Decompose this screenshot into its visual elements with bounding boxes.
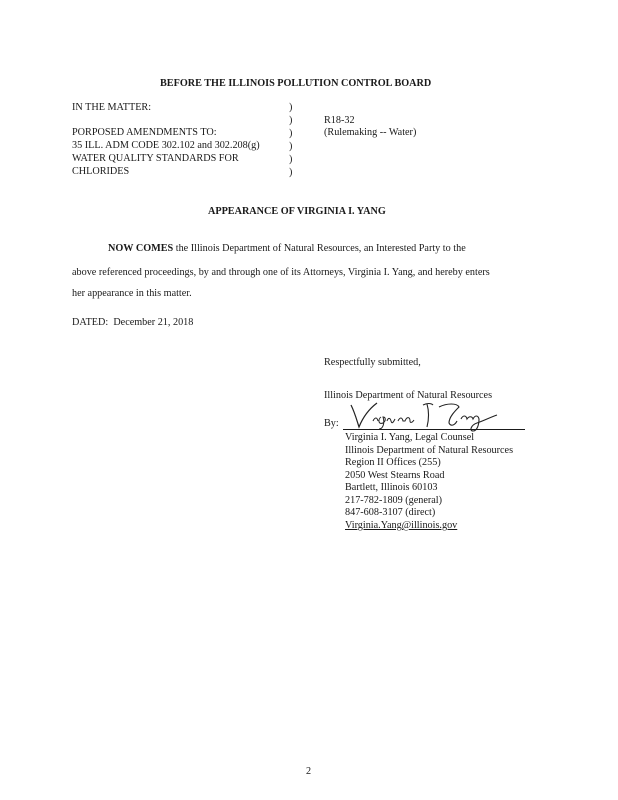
signer-department: Illinois Department of Natural Resources <box>345 445 514 456</box>
board-title: BEFORE THE ILLINOIS POLLUTION CONTROL BOARD <box>160 78 432 89</box>
by-label: By: <box>324 418 339 429</box>
matter-line-2: 35 ILL. ADM CODE 302.102 and 302.208(g) <box>72 140 260 151</box>
caption-bracket: ) <box>289 128 293 139</box>
page-number: 2 <box>306 766 312 777</box>
signer-office: Region II Offices (255) <box>345 457 441 468</box>
docket-number: R18-32 <box>324 115 355 126</box>
paragraph-line-3: her appearance in this matter. <box>72 288 192 299</box>
closing-organization: Illinois Department of Natural Resources <box>324 390 493 401</box>
signer-email-link[interactable]: Virginia.Yang@illinois.gov <box>345 520 458 531</box>
caption-bracket: ) <box>289 167 293 178</box>
respectfully-submitted: Respectfully submitted, <box>324 357 421 368</box>
docket-type: (Rulemaking -- Water) <box>324 127 417 138</box>
paragraph-line-1-rest: the Illinois Department of Natural Resources, an Interested Party to the <box>173 243 466 254</box>
matter-line-3: WATER QUALITY STANDARDS FOR <box>72 153 239 164</box>
signer-phone-direct: 847-608-3107 (direct) <box>345 507 436 518</box>
paragraph-line-1 <box>108 243 466 255</box>
caption-bracket: ) <box>289 154 293 165</box>
caption-bracket: ) <box>289 141 293 152</box>
dated-line <box>72 317 193 329</box>
dated-value: December 21, 2018 <box>113 317 194 328</box>
matter-line-1: PORPOSED AMENDMENTS TO: <box>72 127 217 138</box>
caption-bracket: ) <box>289 102 293 113</box>
matter-line-4: CHLORIDES <box>72 166 130 177</box>
handwritten-signature <box>343 399 515 433</box>
signature-line <box>343 429 525 430</box>
signer-name-title: Virginia I. Yang, Legal Counsel <box>345 432 475 443</box>
paragraph-line-2: above referenced proceedings, by and through one of its Attorneys, Virginia I. Yang, and hereby enters <box>72 267 490 278</box>
dated-label: DATED: <box>72 317 109 328</box>
signer-street: 2050 West Stearns Road <box>345 470 445 481</box>
caption-bracket: ) <box>289 115 293 126</box>
now-comes: NOW COMES <box>108 243 174 254</box>
signer-phone-general: 217-782-1809 (general) <box>345 495 443 506</box>
appearance-title: APPEARANCE OF VIRGINIA I. YANG <box>208 206 386 217</box>
matter-label: IN THE MATTER: <box>72 102 152 113</box>
signer-city: Bartlett, Illinois 60103 <box>345 482 438 493</box>
